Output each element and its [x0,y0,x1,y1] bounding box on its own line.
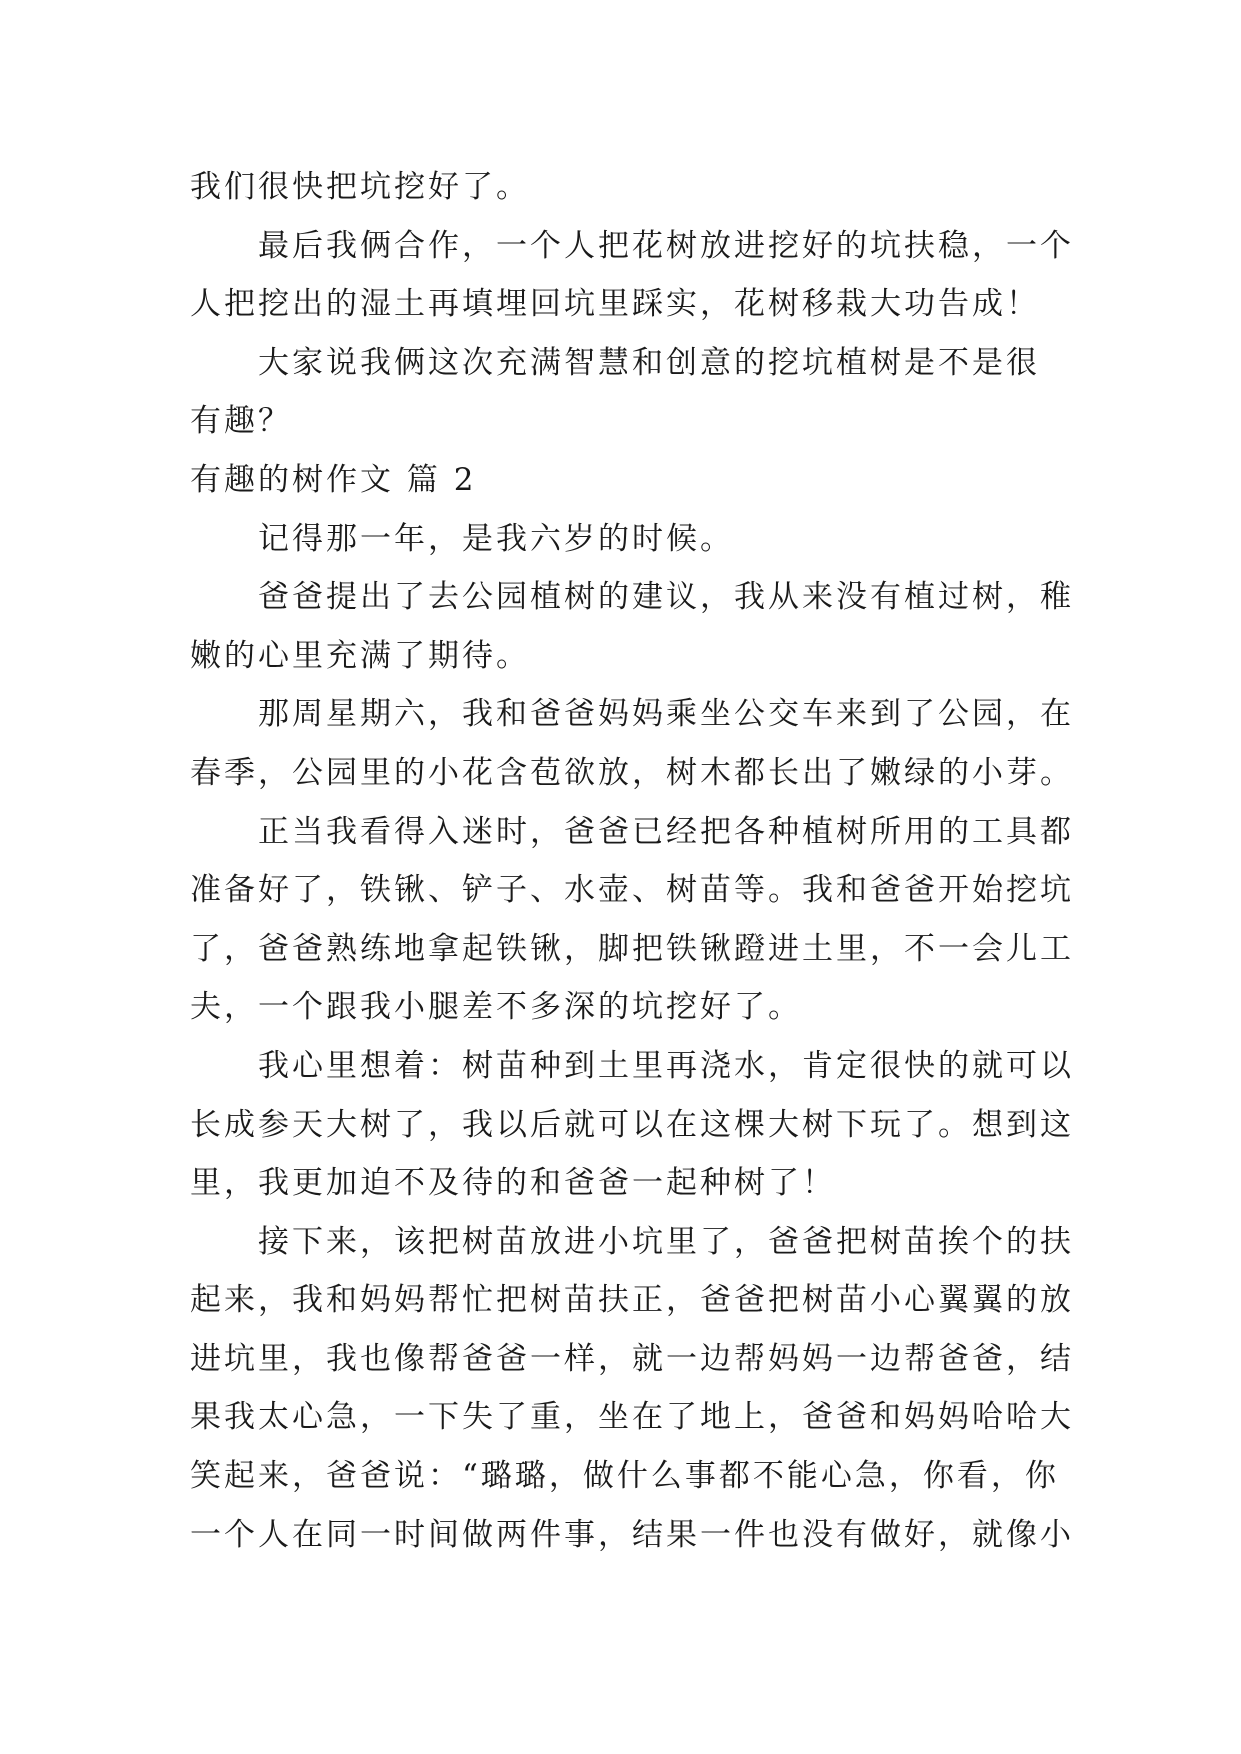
text-line: 夫，一个跟我小腿差不多深的坑挖好了。 [190,989,802,1026]
text-line: 进坑里，我也像帮爸爸一样，就一边帮妈妈一边帮爸爸，结 [190,1340,1074,1377]
section-heading: 有趣的树作文 篇 2 [190,461,477,498]
text-line: 正当我看得入迷时，爸爸已经把各种植树所用的工具都 [258,813,1074,850]
text-line: 笑起来，爸爸说：“璐璐，做什么事都不能心急，你看，你 [190,1458,1059,1495]
document-body [190,158,1074,1564]
text-line: 里，我更加迫不及待的和爸爸一起种树了！ [190,1165,836,1202]
text-line: 记得那一年，是我六岁的时候。 [258,520,734,557]
text-line: 春季，公园里的小花含苞欲放，树木都长出了嫩绿的小芽。 [190,754,1074,791]
text-line: 准备好了，铁锹、铲子、水壶、树苗等。我和爸爸开始挖坑 [190,872,1074,909]
text-line: 我心里想着：树苗种到土里再浇水，肯定很快的就可以 [258,1047,1074,1084]
text-line: 果我太心急，一下失了重，坐在了地上，爸爸和妈妈哈哈大 [190,1399,1074,1436]
text-line: 起来，我和妈妈帮忙把树苗扶正，爸爸把树苗小心翼翼的放 [190,1282,1074,1319]
text-line: 了，爸爸熟练地拿起铁锹，脚把铁锹蹬进土里，不一会儿工 [190,930,1074,967]
text-line: 最后我俩合作，一个人把花树放进挖好的坑扶稳，一个 [258,227,1074,264]
text-line: 爸爸提出了去公园植树的建议，我从来没有植过树，稚 [258,579,1074,616]
text-line: 人把挖出的湿土再填埋回坑里踩实，花树移栽大功告成！ [190,286,1040,323]
text-line: 那周星期六，我和爸爸妈妈乘坐公交车来到了公园，在 [258,696,1074,733]
text-line: 嫩的心里充满了期待。 [190,637,530,674]
text-line: 大家说我俩这次充满智慧和创意的挖坑植树是不是很 [258,344,1040,381]
text-line: 长成参天大树了，我以后就可以在这棵大树下玩了。想到这 [190,1106,1074,1143]
text-line: 我们很快把坑挖好了。 [190,169,530,205]
text-line: 接下来，该把树苗放进小坑里了，爸爸把树苗挨个的扶 [258,1223,1074,1260]
text-line: 有趣？ [190,403,292,440]
text-line: 一个人在同一时间做两件事，结果一件也没有做好，就像小 [190,1516,1074,1553]
